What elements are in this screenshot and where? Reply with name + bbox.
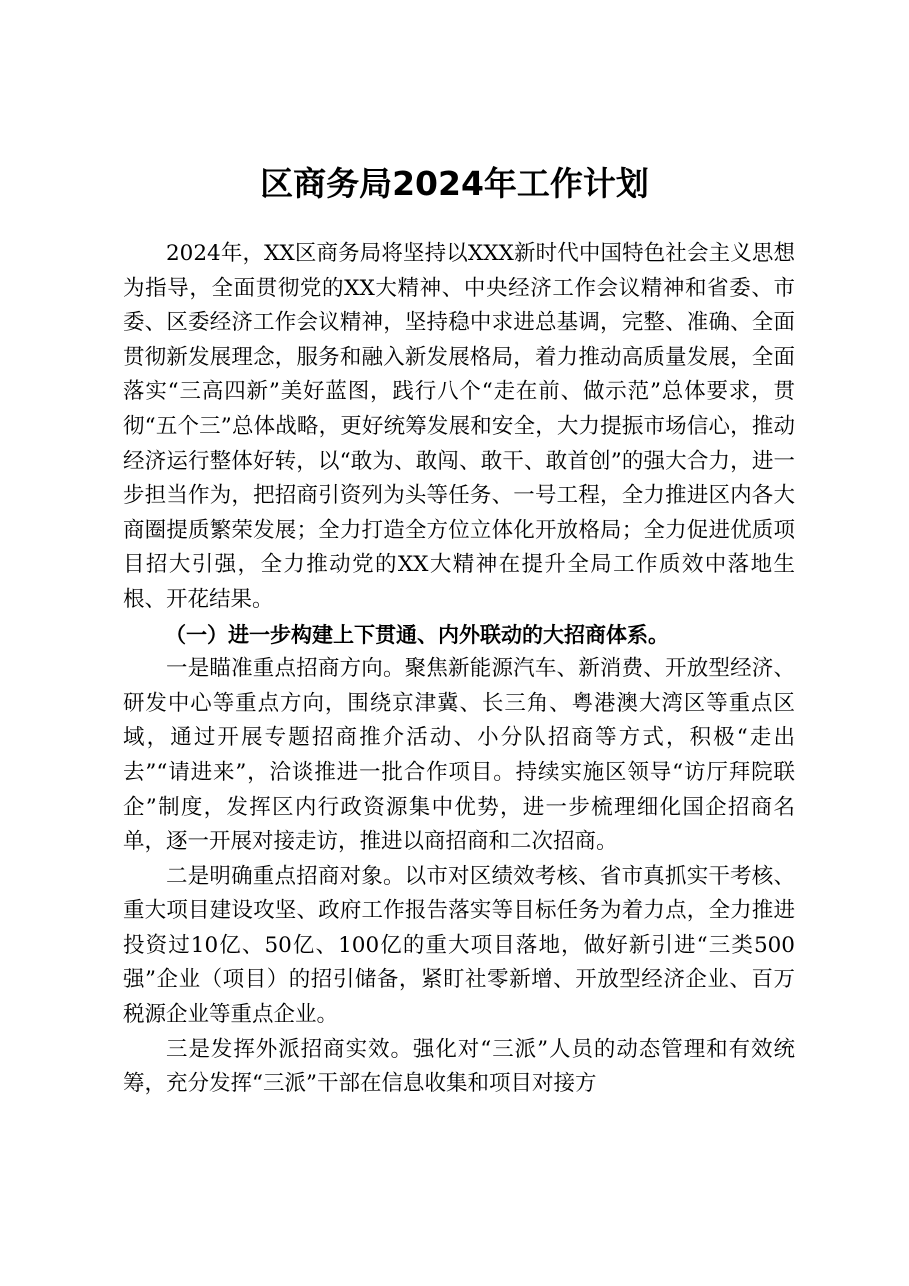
body-paragraph: 一是瞄准重点招商方向。聚焦新能源汽车、新消费、开放型经济、研发中心等重点方向，围绕京津冀、长三角、粤港澳大湾区等重点区域，通过开展专题招商推介活动、小分队招商等方式，积极“走出去”“请进来”，洽谈推进一批合作项目。持续实施区领导“访厅拜院联企”制度，发挥区内行政资源集中优势，进一步梳理细化国企招商名单，逐一开展对接走访，推进以商招商和二次招商。 <box>123 656 795 855</box>
section-heading: （一）进一步构建上下贯通、内外联动的大招商体系。 <box>165 622 669 647</box>
document-title: 区商务局2024年工作计划 <box>260 164 649 203</box>
document-body <box>123 237 795 1102</box>
body-paragraph: 二是明确重点招商对象。以市对区绩效考核、省市真抓实干考核、重大项目建设攻坚、政府工作报告落实等目标任务为着力点，全力推进投资过10亿、50亿、100亿的重大项目落地，做好新引进“三类500强”企业（项目）的招引储备，紧盯社零新增、开放型经济企业、百万税源企业等重点企业。 <box>123 863 795 1028</box>
intro-paragraph: 2024年，XX区商务局将坚持以XXX新时代中国特色社会主义思想为指导，全面贯彻党的XX大精神、中央经济工作会议精神和省委、市委、区委经济工作会议精神，坚持稳中求进总基调，完整、准确、全面贯彻新发展理念，服务和融入新发展格局，着力推动高质量发展，全面落实“三高四新”美好蓝图，践行八个“走在前、做示范”总体要求，贯彻“五个三”总体战略，更好统筹发展和安全，大力提振市场信心，推动经济运行整体好转，以“敢为、敢闯、敢干、敢首创”的强大合力，进一步担当作为，把招商引资列为头等任务、一号工程，全力推进区内各大商圈提质繁荣发展；全力打造全方位立体化开放格局；全力促进优质项目招大引强，全力推动党的XX大精神在提升全局工作质效中落地生根、开花结果。 <box>123 241 796 612</box>
body-paragraph: 三是发挥外派招商实效。强化对“三派”人员的动态管理和有效统筹，充分发挥“三派”干部在信息收集和项目对接方 <box>123 1036 795 1097</box>
